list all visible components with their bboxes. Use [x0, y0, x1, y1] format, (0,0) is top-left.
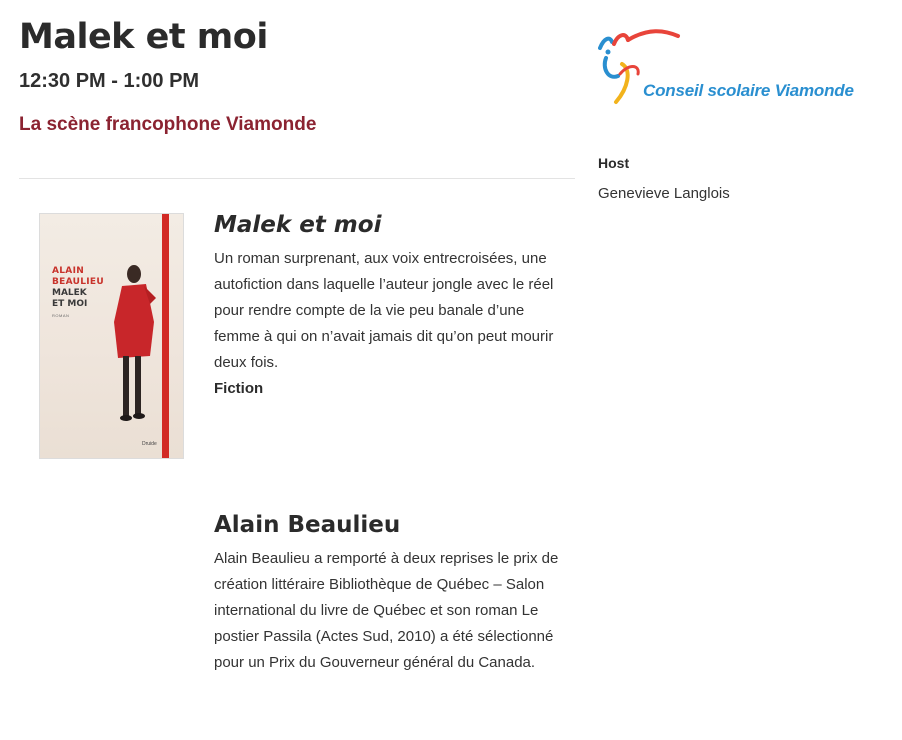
- author-bio: Alain Beaulieu a remporté à deux reprises le prix de création littéraire Bibliothèque de Québec – Salon international du livre de Québec et son roman Le postier Passila (Actes Sud, 2010) a été sélectionné pour un Prix du Gouverneur général du Canada.: [214, 550, 559, 671]
- venue-link[interactable]: La scène francophone Viamonde: [19, 114, 317, 135]
- divider: [19, 178, 575, 179]
- event-title: Malek et moi: [19, 17, 268, 57]
- book-info: [214, 210, 574, 397]
- logo-text: Conseil scolaire Viamonde: [643, 81, 854, 100]
- cover-title-line: MALEK: [52, 288, 87, 298]
- book-description: Un roman surprenant, aux voix entrecroisées, une autofiction dans laquelle l’auteur jongle avec le réel pour rendre compte de la vie peu banale d’une femme à qui on n’avait jamais dit qu’on peut mourir deux fois.: [214, 250, 554, 371]
- cover-author: [52, 266, 104, 288]
- author-name[interactable]: Alain Beaulieu: [214, 512, 401, 538]
- book-cover-image[interactable]: [39, 213, 184, 459]
- host-name: Genevieve Langlois: [598, 185, 730, 202]
- event-time: 12:30 PM - 1:00 PM: [19, 70, 200, 92]
- cover-author-line: ALAIN: [52, 266, 85, 276]
- cover-genre: ROMAN: [52, 313, 70, 318]
- cover-title-line: ET MOI: [52, 299, 88, 309]
- cover-figure-illustration: [110, 252, 170, 432]
- author-info: [214, 510, 574, 676]
- cover-publisher: Druide: [142, 441, 157, 447]
- cover-author-line: BEAULIEU: [52, 277, 104, 287]
- book-genre: Fiction: [214, 380, 264, 397]
- sponsor-logo[interactable]: [598, 28, 870, 110]
- book-title[interactable]: Malek et moi: [214, 212, 382, 238]
- cover-title: [52, 288, 87, 310]
- host-label: Host: [598, 155, 630, 171]
